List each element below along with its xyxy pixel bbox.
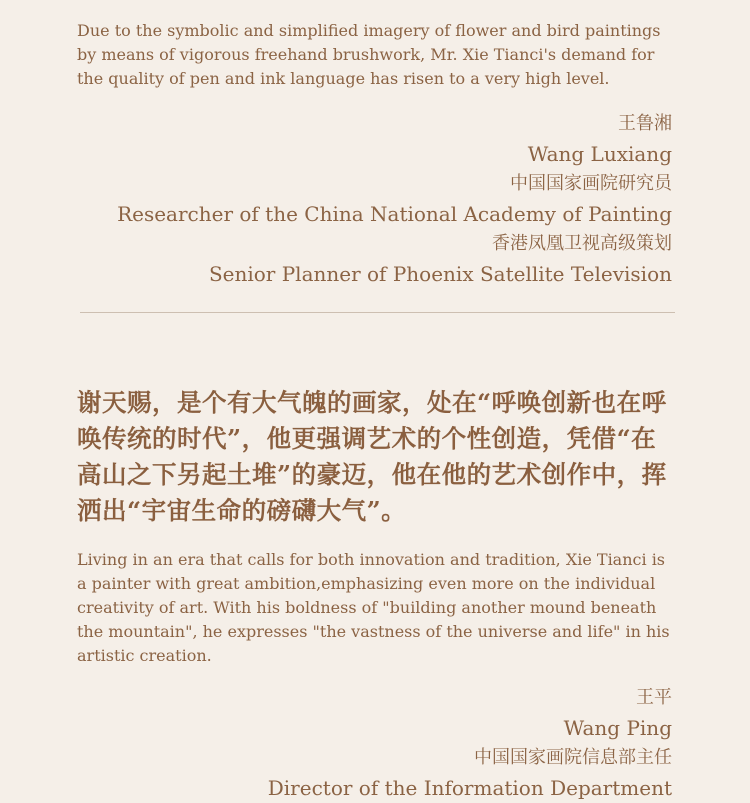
- intro-paragraph: Due to the symbolic and simplified imagery of flower and bird paintings by means of vigorous freehand brushwork, Mr. Xie Tianci's demand for the quality of pen and ink language has risen to a very high level.: [77, 21, 661, 88]
- author-title2-en: Senior Planner of Phoenix Satellite Television: [208, 262, 672, 286]
- signature-block-wang-ping: [52, 683, 672, 803]
- author-title2-zh: 香港凤凰卫视高级策划: [492, 233, 672, 254]
- author-name-zh: 王鲁湘: [618, 113, 672, 134]
- quote-chinese: 谢天赐，是个有大气魄的画家，处在“呼唤创新也在呼唤传统的时代”，他更强调艺术的个性创造，凭借“在高山之下另起土堆”的豪迈，他在他的艺术创作中，挥洒出“宇宙生命的磅礴大气”。: [77, 388, 667, 525]
- author-title1-en: Researcher of the China National Academy of Painting: [117, 202, 672, 226]
- author-title1-zh: 中国国家画院研究员: [510, 173, 672, 194]
- author-title1-zh: 中国国家画院信息部主任: [474, 747, 672, 768]
- author-name-en: Wang Luxiang: [527, 142, 672, 166]
- author-name-zh: 王平: [636, 687, 672, 708]
- section-divider: [80, 312, 675, 313]
- author-name-en: Wang Ping: [563, 716, 672, 740]
- quote-english-paragraph: Living in an era that calls for both innovation and tradition, Xie Tianci is a painter with great ambition,emphasizing even more on the individual creativity of art. With his boldness of "building another mound beneath the mountain", he expresses "the vastness of the universe and life" in his artistic creation.: [77, 550, 670, 665]
- author-title1-en: Director of the Information Department: [267, 776, 672, 800]
- signature-block-wang-luxiang: [52, 109, 672, 289]
